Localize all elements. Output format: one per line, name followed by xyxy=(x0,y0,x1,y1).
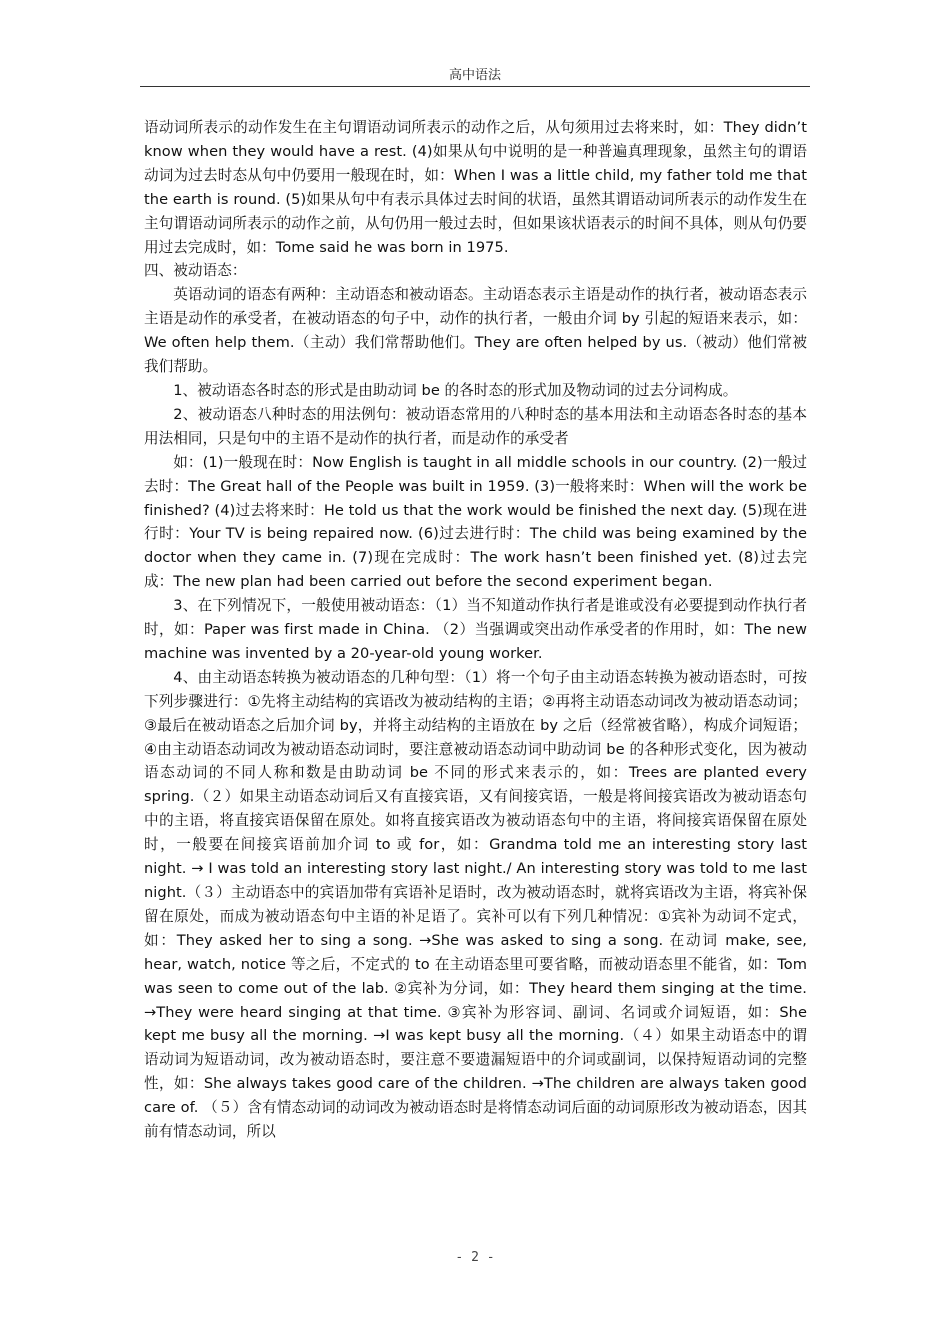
paragraph-examples: 如：(1)一般现在时：Now English is taught in all middle schools in our country. (2)一般过去时：The Great hall of the People was built in 1959. (3)一般将来时：When will the work be finished? (4)过去将来时：He told us that the work would be finished the next day. (5)现在进行时：Your TV is being repaired now. (6)过去进行时：The child was being examined by the doctor when they came in. (7)现在完成时：The work hasn’t been finished yet. (8)过去完成：The new plan had been carried out before the second experiment began. xyxy=(144,453,807,591)
paragraph-point-4: 4、由主动语态转换为被动语态的几种句型：（1）将一个句子由主动语态转换为被动语态时，可按下列步骤进行：①先将主动结构的宾语改为被动结构的主语；②再将主动语态动词改为被动语态动词；③最后在被动语态之后加介词 by，并将主动结构的主语放在 by 之后（经常被省略），构成介词短语；④由主动语态动词改为被动语态动词时，要注意被动语态动词中助动词 be 的各种形式变化，因为被动语态动词的不同人称和数是由助动词 be 不同的形式来表示的，如：Trees are planted every spring.（２）如果主动语态动词后又有直接宾语，又有间接宾语，一般是将间接宾语改为被动语态句中的主语，将直接宾语保留在原处。如将直接宾语改为被动语态句中的主语，将间接宾语保留在原处时，一般要在间接宾语前加介词 to 或 for，如：Grandma told me an interesting story last night. → I was told an interesting story last night./ An interesting story was told to me last night.（３）主动语态中的宾语加带有宾语补足语时，改为被动语态时，就将宾语改为主语，将宾补保留在原处，而成为被动语态句中主语的补足语了。宾补可以有下列几种情况：①宾补为动词不定式，如：They asked her to sing a song. →She was asked to sing a song. 在动词 make, see, hear, watch, notice 等之后，不定式的 to 在主动语态里可要省略，而被动语态里不能省，如：Tom was seen to come out of the lab. ②宾补为分词，如：They heard them singing at the time. →They were heard singing at that time. ③宾补为形容词、副词、名词或介词短语，如：She kept me busy all the morning. →I was kept busy all the morning.（４）如果主动语态中的谓语动词为短语动词，改为被动语态时，要注意不要遗漏短语中的介词或副词，以保持短语动词的完整性，如：She always takes good care of the children. →The children are always taken good care of. （５）含有情态动词的动词改为被动语态时是将情态动词后面的动词原形改为被动语态，因其前有情态动词，所以 xyxy=(144,668,807,1141)
section-heading-passive: 四、被动语态： xyxy=(144,262,247,280)
paragraph-tense-rules: 语动词所表示的动作发生在主句谓语动词所表示的动作之后，从句须用过去将来时，如：They didn’t know when they would have a rest. (4)如果从句中说明的是一种普遍真理现象，虽然主句的谓语动词为过去时态从句中仍要用一般现在时，如：When I was a little child, my father told me that the earth is round. (5)如果从句中有表示具体过去时间的状语，虽然其谓语动词所表示的动作发生在主句谓语动词所表示的动作之前，从句仍用一般过去时，但如果该状语表示的时间不具体，则从句仍要用过去完成时，如：Tome said he was born in 1975. xyxy=(144,119,807,256)
page-number: - 2 - xyxy=(455,1250,495,1265)
page-header: 高中语法 xyxy=(448,68,501,83)
header-rule xyxy=(140,86,810,87)
paragraph-voice-intro: 英语动词的语态有两种：主动语态和被动语态。主动语态表示主语是动作的执行者，被动语态表示主语是动作的承受者，在被动语态的句子中，动作的执行者，一般由介词 by 引起的短语来表示，如：We often help them.（主动）我们常帮助他们。They are often helped by us.（被动）他们常被我们帮助。 xyxy=(144,286,807,376)
paragraph-point-2: 2、被动语态八种时态的用法例句：被动语态常用的八种时态的基本用法和主动语态各时态的基本用法相同，只是句中的主语不是动作的执行者，而是动作的承受者 xyxy=(144,405,807,447)
document-body xyxy=(144,116,807,1144)
paragraph-point-1: 1、被动语态各时态的形式是由助动词 be 的各时态的形式加及物动词的过去分词构成。 xyxy=(173,381,738,399)
paragraph-point-3: 3、在下列情况下，一般使用被动语态：（1）当不知道动作执行者是谁或没有必要提到动作执行者时，如：Paper was first made in China. （2）当强调或突出动作承受者的作用时，如：The new machine was invented by a 20-year-old young worker. xyxy=(144,597,807,662)
